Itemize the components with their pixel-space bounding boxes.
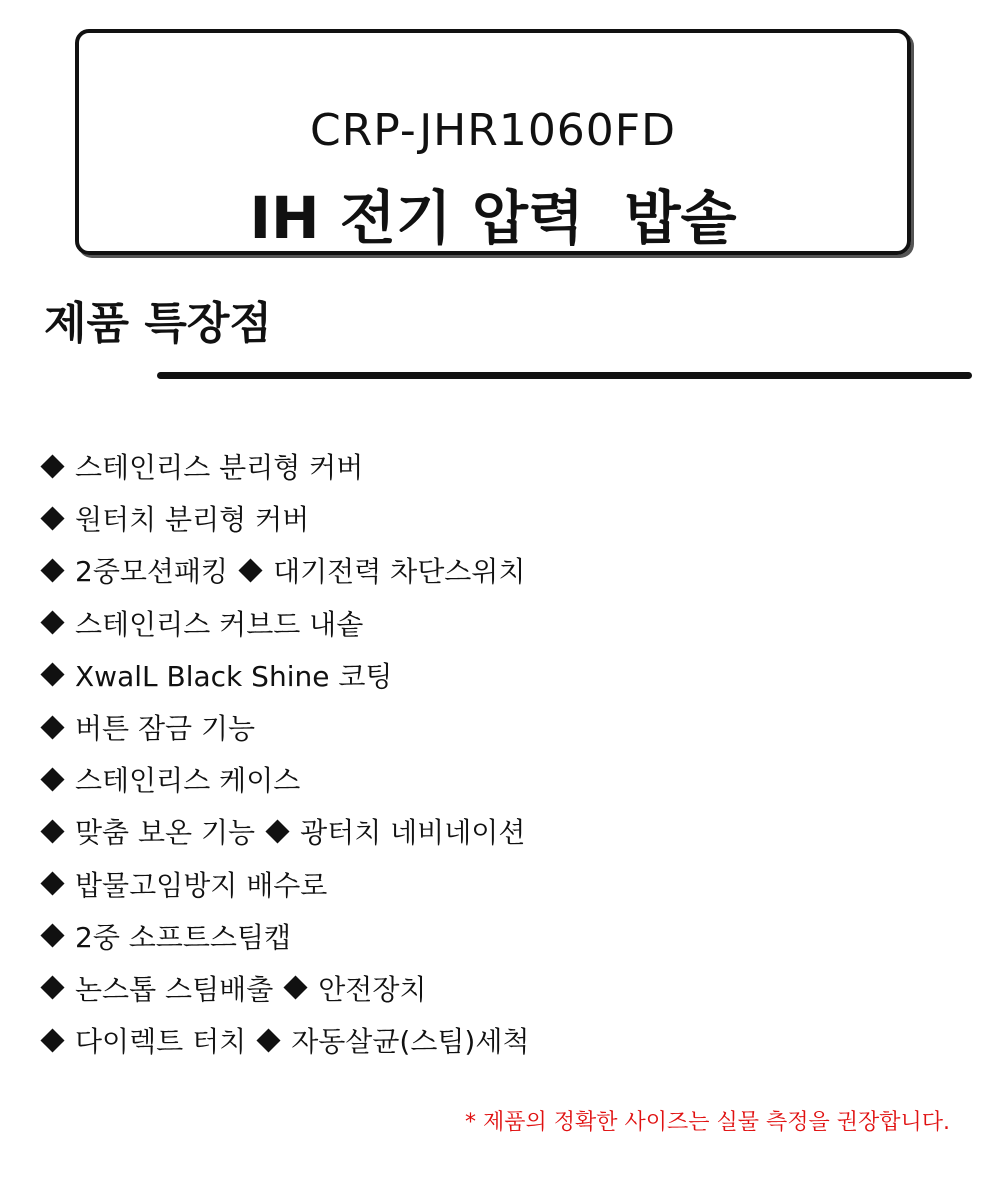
feature-text: 원터치 분리형 커버 bbox=[75, 503, 310, 537]
feature-text: 2중 소프트스팀캡 bbox=[75, 920, 292, 954]
feature-text: 버튼 잠금 기능 bbox=[75, 712, 256, 746]
feature-text: 맞춤 보온 기능 bbox=[75, 816, 256, 850]
section-divider bbox=[157, 372, 972, 379]
feature-item bbox=[38, 649, 529, 701]
diamond-bullet-icon bbox=[40, 663, 64, 687]
feature-text: 광터치 네비네이션 bbox=[300, 816, 526, 850]
feature-list bbox=[38, 440, 529, 1066]
diamond-bullet-icon bbox=[40, 976, 64, 1000]
diamond-bullet-icon bbox=[40, 924, 64, 948]
feature-text: 대기전력 차단스위치 bbox=[273, 555, 526, 589]
title-box bbox=[75, 29, 911, 255]
diamond-bullet-icon bbox=[40, 767, 64, 791]
size-notice: * 제품의 정확한 사이즈는 실물 측정을 권장합니다. bbox=[465, 1110, 950, 1135]
diamond-bullet-icon bbox=[40, 558, 64, 582]
feature-text: 스테인리스 케이스 bbox=[75, 764, 301, 798]
feature-item bbox=[38, 701, 529, 753]
diamond-bullet-icon bbox=[40, 819, 64, 843]
model-number: CRP-JHR1060FD bbox=[310, 105, 676, 156]
diamond-bullet-icon bbox=[40, 715, 64, 739]
diamond-bullet-icon bbox=[266, 819, 290, 843]
section-title: 제품 특장점 bbox=[44, 298, 272, 349]
feature-text: 안전장치 bbox=[318, 972, 427, 1006]
feature-item bbox=[38, 440, 529, 492]
feature-text: 다이렉트 터치 bbox=[75, 1025, 247, 1059]
feature-text: 자동살균(스팀)세척 bbox=[291, 1025, 530, 1059]
feature-item bbox=[38, 805, 529, 857]
feature-text: 스테인리스 커브드 내솥 bbox=[75, 607, 364, 641]
diamond-bullet-icon bbox=[257, 1028, 281, 1052]
feature-item bbox=[38, 910, 529, 962]
feature-item bbox=[38, 492, 529, 544]
diamond-bullet-icon bbox=[239, 558, 263, 582]
feature-item bbox=[38, 753, 529, 805]
feature-item bbox=[38, 962, 529, 1014]
diamond-bullet-icon bbox=[284, 976, 308, 1000]
feature-text: 2중모션패킹 bbox=[75, 555, 229, 589]
feature-text: XwalL Black Shine 코팅 bbox=[75, 659, 393, 693]
feature-item bbox=[38, 858, 529, 910]
feature-item bbox=[38, 597, 529, 649]
product-name: IH 전기 압력 밥솥 bbox=[249, 184, 737, 252]
diamond-bullet-icon bbox=[40, 1028, 64, 1052]
feature-text: 스테인리스 분리형 커버 bbox=[75, 451, 364, 485]
diamond-bullet-icon bbox=[40, 611, 64, 635]
diamond-bullet-icon bbox=[40, 506, 64, 530]
diamond-bullet-icon bbox=[40, 872, 64, 896]
feature-item bbox=[38, 1014, 529, 1066]
feature-item bbox=[38, 544, 529, 596]
feature-text: 논스톱 스팀배출 bbox=[75, 972, 274, 1006]
feature-text: 밥물고임방지 배수로 bbox=[75, 868, 328, 902]
diamond-bullet-icon bbox=[40, 454, 64, 478]
